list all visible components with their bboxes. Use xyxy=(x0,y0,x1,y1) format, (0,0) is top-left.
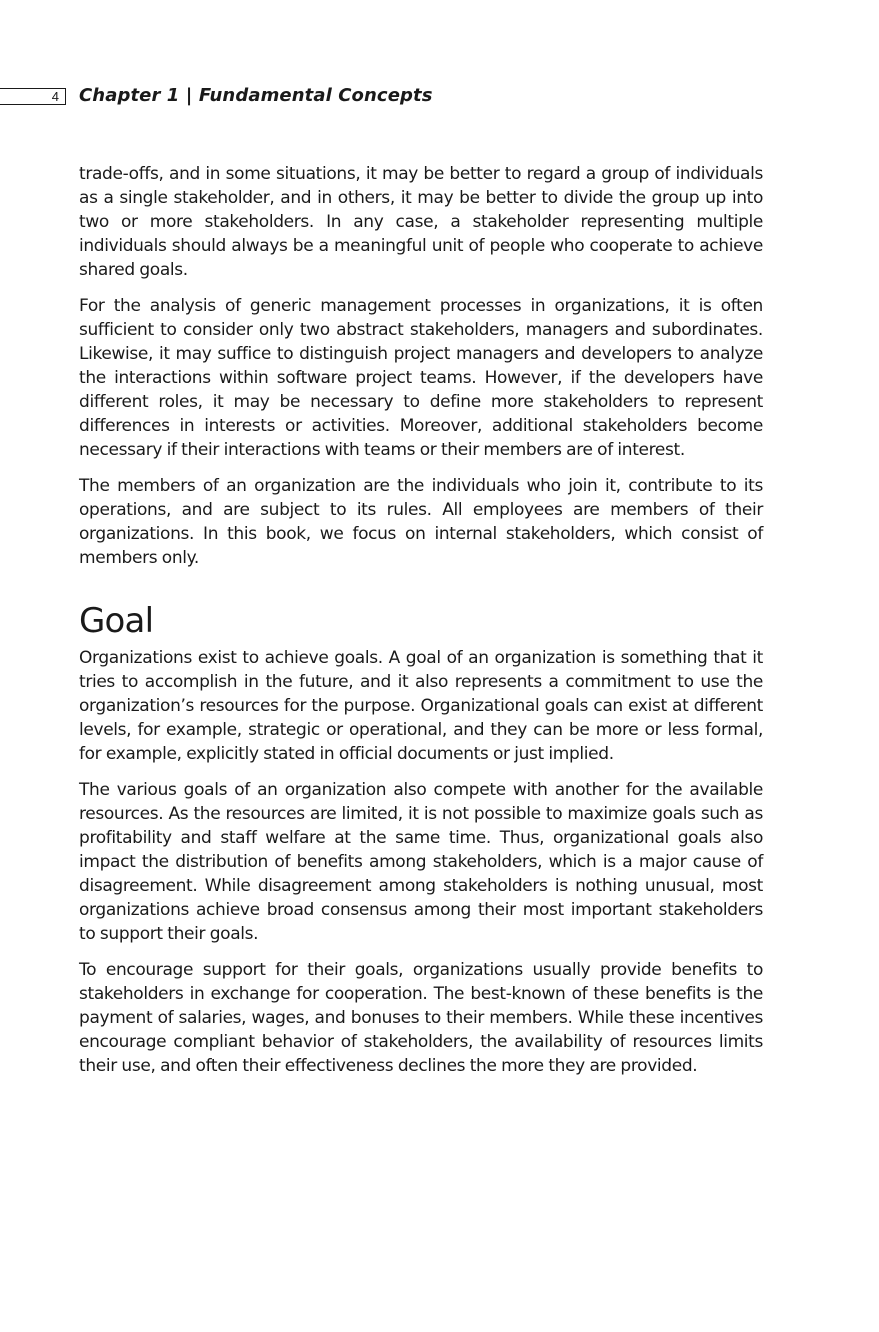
paragraph: The various goals of an organization also compete with another for the available resources. As the resources are limited, it is not possible to maximize goals such as profitability and staff welfare at the same time. Thus, organizational goals also impact the distribution of benefits among stakeholders, which is a major cause of disagreement. While disagreement among stakeholders is nothing unusual, most organizations achieve broad consensus among their most important stakeholders to support their goals. xyxy=(79,780,763,944)
paragraph: The members of an organization are the individuals who join it, contribute to its operations, and are subject to its rules. All employees are members of their organizations. In this book, we focus on internal stakeholders, which consist of members only. xyxy=(79,476,763,568)
paragraph: trade-offs, and in some situations, it may be better to regard a group of individuals as a single stakeholder, and in others, it may be better to divide the group up into two or more stakeholders. In any case, a stakeholder representing multiple individuals should always be a meaningful unit of people who cooperate to achieve shared goals. xyxy=(79,164,763,280)
running-head: Chapter 1 | Fundamental Concepts xyxy=(79,85,433,106)
paragraph: For the analysis of generic management processes in organizations, it is often sufficient to consider only two abstract stakeholders, managers and subordinates. Likewise, it may suffice to distinguish project managers and developers to analyze the interactions within software project teams. However, if the developers have different roles, it may be necessary to define more stakeholders to represent differences in interests or activities. Moreover, additional stakeholders become necessary if their interactions with teams or their members are of interest. xyxy=(79,296,763,460)
page-body xyxy=(79,162,763,1090)
page-number: 4 xyxy=(0,88,66,105)
section-heading: Goal xyxy=(79,601,154,641)
paragraph: To encourage support for their goals, organizations usually provide benefits to stakeholders in exchange for cooperation. The best-known of these benefits is the payment of salaries, wages, and bonuses to their members. While these incentives encourage compliant behavior of stakeholders, the availability of resources limits their use, and often their effectiveness declines the more they are provided. xyxy=(79,960,763,1076)
paragraph: Organizations exist to achieve goals. A goal of an organization is something that it tries to accomplish in the future, and it also represents a commitment to use the organization’s resources for the purpose. Organizational goals can exist at different levels, for example, strategic or operational, and they can be more or less formal, for example, explicitly stated in official documents or just implied. xyxy=(79,648,763,764)
